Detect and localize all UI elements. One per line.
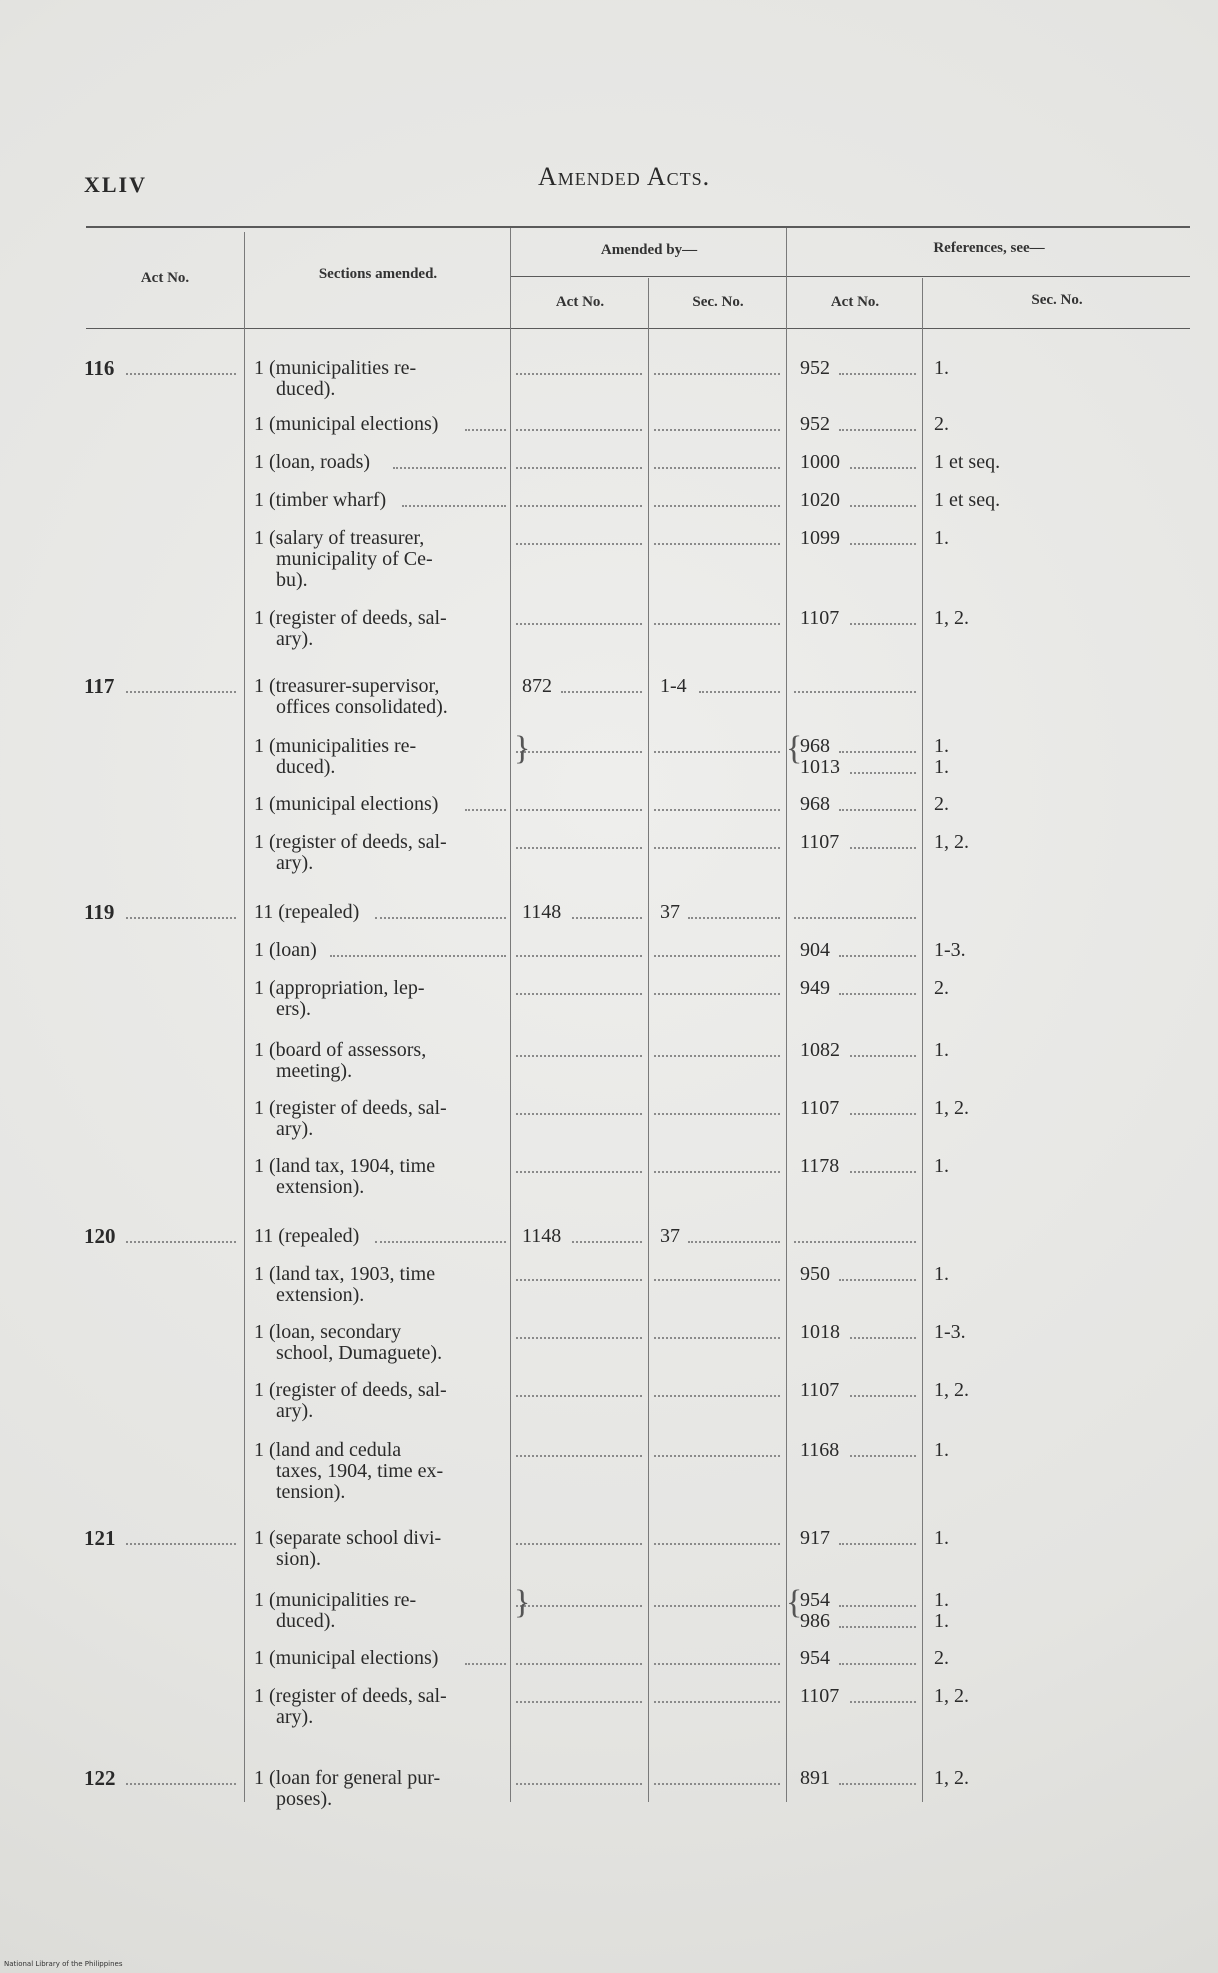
section-text-line: 1 (municipalities re- (254, 735, 417, 757)
dot-leader (654, 373, 780, 375)
dot-leader (516, 429, 642, 431)
sections-amended (254, 940, 486, 961)
reference-act-no: 952 (800, 357, 830, 379)
reference-act-no: 954 (800, 1589, 830, 1611)
sections-amended (254, 676, 486, 718)
dot-leader (516, 1701, 642, 1703)
act-number: 119 (84, 900, 115, 924)
dot-leader (839, 429, 916, 431)
sections-amended (254, 1098, 486, 1140)
dot-leader (465, 1663, 506, 1665)
section-text-line: 1 (register of deeds, sal- (254, 1379, 447, 1401)
amended-sec-no: 37 (660, 1225, 680, 1247)
dot-leader (839, 1783, 916, 1785)
sections-amended (254, 1648, 486, 1669)
dot-leader (654, 1055, 780, 1057)
sections-amended (254, 1156, 486, 1198)
sections-amended (254, 1226, 486, 1247)
reference-act-no: 952 (800, 413, 830, 435)
page-title: Amended Acts. (538, 162, 711, 191)
dot-leader (516, 1279, 642, 1281)
reference-act-no: 950 (800, 1263, 830, 1285)
section-text-line: 11 (repealed) (254, 1225, 360, 1247)
dot-leader (850, 1455, 916, 1457)
dot-leader (839, 1543, 916, 1545)
section-text-line: municipality of Ce- (276, 548, 433, 570)
reference-sec-no: 1 et seq. (934, 451, 1001, 473)
reference-sec-no: 1. (934, 527, 949, 549)
dot-leader (850, 467, 916, 469)
sections-amended (254, 1768, 486, 1810)
dot-leader (850, 1395, 916, 1397)
column-divider (786, 228, 787, 1802)
reference-act-no: 1013 (800, 756, 840, 778)
dot-leader (839, 955, 916, 957)
section-text-line: 1 (board of assessors, (254, 1039, 427, 1061)
dot-leader (839, 1663, 916, 1665)
dot-leader (393, 467, 506, 469)
dot-leader (850, 1055, 916, 1057)
page-number: XLIV (84, 172, 148, 197)
act-number: 120 (84, 1224, 116, 1248)
dot-leader (794, 1241, 916, 1243)
sections-amended (254, 528, 486, 591)
dot-leader (654, 467, 780, 469)
dot-leader (516, 543, 642, 545)
dot-leader (375, 1241, 506, 1243)
dot-leader (126, 1543, 236, 1545)
reference-act-no: 1018 (800, 1321, 840, 1343)
reference-sec-no: 1, 2. (934, 1097, 969, 1119)
reference-sec-no: 2. (934, 977, 949, 999)
reference-act-no: 1168 (800, 1439, 840, 1461)
amended-sec-no: 37 (660, 901, 680, 923)
sections-amended (254, 1590, 486, 1632)
dot-leader (516, 1455, 642, 1457)
dot-leader (516, 847, 642, 849)
dot-leader (654, 623, 780, 625)
dot-leader (654, 993, 780, 995)
act-number: 117 (84, 674, 115, 698)
reference-sec-no: 2. (934, 793, 949, 815)
dot-leader (375, 917, 506, 919)
section-text-line: sion). (276, 1548, 321, 1570)
dot-leader (516, 1171, 642, 1173)
sections-amended (254, 414, 486, 435)
dot-leader (561, 691, 642, 693)
dot-leader (654, 543, 780, 545)
brace-mark: { (786, 730, 803, 767)
dot-leader (654, 1663, 780, 1665)
dot-leader (699, 691, 780, 693)
reference-act-no: 1082 (800, 1039, 840, 1061)
dot-leader (654, 1701, 780, 1703)
reference-act-no: 986 (800, 1610, 830, 1632)
reference-act-no: 1107 (800, 1685, 840, 1707)
header-references: References, see— (933, 240, 1045, 256)
dot-leader (516, 1783, 642, 1785)
reference-act-no: 1107 (800, 1097, 840, 1119)
dot-leader (516, 1395, 642, 1397)
dot-leader (516, 1113, 642, 1115)
dot-leader (839, 993, 916, 995)
brace-mark: { (786, 1584, 803, 1621)
sections-amended (254, 1686, 486, 1728)
reference-sec-no: 1. (934, 756, 949, 778)
dot-leader (654, 1171, 780, 1173)
section-text-line: 1 (loan) (254, 939, 317, 961)
section-text-line: 1 (loan, roads) (254, 451, 371, 473)
reference-act-no: 1107 (800, 831, 840, 853)
section-text-line: 1 (timber wharf) (254, 489, 387, 511)
dot-leader (654, 847, 780, 849)
column-divider (510, 228, 511, 1802)
dot-leader (126, 1241, 236, 1243)
section-text-line: taxes, 1904, time ex- (276, 1460, 444, 1482)
act-number: 122 (84, 1766, 116, 1790)
dot-leader (839, 751, 916, 753)
reference-sec-no: 1, 2. (934, 1767, 969, 1789)
reference-act-no: 891 (800, 1767, 830, 1789)
reference-act-no: 917 (800, 1527, 830, 1549)
header-amended-by: Amended by— (600, 242, 698, 258)
reference-sec-no: 1. (934, 1610, 949, 1632)
sections-amended (254, 832, 486, 874)
reference-sec-no: 1, 2. (934, 1379, 969, 1401)
column-divider (922, 278, 923, 1802)
dot-leader (688, 917, 780, 919)
sections-amended (254, 978, 486, 1020)
dot-leader (850, 1701, 916, 1703)
dot-leader (516, 809, 642, 811)
dot-leader (126, 691, 236, 693)
amended-by-rule (510, 276, 1190, 277)
reference-sec-no: 1, 2. (934, 831, 969, 853)
section-text-line: school, Dumaguete). (276, 1342, 443, 1364)
section-text-line: ary). (276, 628, 314, 650)
dot-leader (839, 809, 916, 811)
amended-act-no: 872 (522, 675, 552, 697)
section-text-line: 1 (municipalities re- (254, 357, 417, 379)
reference-sec-no: 1. (934, 1039, 949, 1061)
section-text-line: 1 (appropriation, lep- (254, 977, 425, 999)
dot-leader (839, 373, 916, 375)
dot-leader (794, 917, 916, 919)
section-text-line: 1 (register of deeds, sal- (254, 607, 447, 629)
reference-sec-no: 1, 2. (934, 607, 969, 629)
section-text-line: 11 (repealed) (254, 901, 360, 923)
section-text-line: duced). (276, 1610, 336, 1632)
reference-sec-no: 1-3. (934, 1321, 966, 1343)
header-sections-amended: Sections amended. (318, 266, 438, 282)
dot-leader (516, 1055, 642, 1057)
dot-leader (402, 505, 506, 507)
section-text-line: 1 (municipalities re- (254, 1589, 417, 1611)
reference-sec-no: 2. (934, 413, 949, 435)
header-amended-act-no: Act No. (555, 294, 605, 310)
header-amended-sec-no: Sec. No. (692, 294, 744, 310)
reference-sec-no: 1. (934, 1155, 949, 1177)
reference-sec-no: 1 et seq. (934, 489, 1001, 511)
sections-amended (254, 1040, 486, 1082)
reference-act-no: 1020 (800, 489, 840, 511)
section-text-line: 1 (municipal elections) (254, 413, 439, 435)
sections-amended (254, 1380, 486, 1422)
reference-sec-no: 1. (934, 1263, 949, 1285)
sections-amended (254, 902, 486, 923)
amended-sec-no: 1-4 (660, 675, 687, 697)
dot-leader (850, 623, 916, 625)
dot-leader (516, 467, 642, 469)
reference-act-no: 1178 (800, 1155, 840, 1177)
column-divider (244, 232, 245, 1802)
section-text-line: ary). (276, 1706, 314, 1728)
sections-amended (254, 1528, 486, 1570)
sections-amended (254, 358, 486, 400)
act-number: 121 (84, 1526, 116, 1550)
reference-sec-no: 1, 2. (934, 1685, 969, 1707)
dot-leader (330, 955, 506, 957)
dot-leader (794, 691, 916, 693)
section-text-line: meeting). (276, 1060, 353, 1082)
dot-leader (654, 1455, 780, 1457)
dot-leader (572, 1241, 642, 1243)
dot-leader (654, 1605, 780, 1607)
dot-leader (654, 1113, 780, 1115)
section-text-line: 1 (register of deeds, sal- (254, 831, 447, 853)
reference-act-no: 1107 (800, 1379, 840, 1401)
dot-leader (850, 1113, 916, 1115)
dot-leader (839, 1626, 916, 1628)
dot-leader (465, 809, 506, 811)
section-text-line: 1 (treasurer-supervisor, (254, 675, 440, 697)
dot-leader (839, 1279, 916, 1281)
sections-amended (254, 490, 486, 511)
section-text-line: 1 (municipal elections) (254, 1647, 439, 1669)
section-text-line: offices consolidated). (276, 696, 448, 718)
reference-act-no: 904 (800, 939, 830, 961)
dot-leader (516, 1543, 642, 1545)
reference-act-no: 968 (800, 793, 830, 815)
dot-leader (516, 1663, 642, 1665)
dot-leader (516, 1605, 642, 1607)
header-ref-act-no: Act No. (830, 294, 880, 310)
sections-amended (254, 1264, 486, 1306)
dot-leader (126, 1783, 236, 1785)
section-text-line: tension). (276, 1481, 346, 1503)
section-text-line: 1 (land tax, 1904, time (254, 1155, 436, 1177)
column-divider (648, 278, 649, 1802)
reference-act-no: 949 (800, 977, 830, 999)
dot-leader (850, 543, 916, 545)
section-text-line: 1 (municipal elections) (254, 793, 439, 815)
dot-leader (126, 917, 236, 919)
dot-leader (572, 917, 642, 919)
dot-leader (850, 1171, 916, 1173)
section-text-line: extension). (276, 1284, 365, 1306)
section-text-line: 1 (loan, secondary (254, 1321, 402, 1343)
section-text-line: ary). (276, 852, 314, 874)
footer-credit: National Library of the Philippines (4, 1960, 123, 1968)
section-text-line: 1 (land tax, 1903, time (254, 1263, 436, 1285)
sections-amended (254, 608, 486, 650)
header-bottom-rule (86, 328, 1190, 329)
reference-act-no: 1107 (800, 607, 840, 629)
dot-leader (516, 955, 642, 957)
header-ref-sec-no: Sec. No. (1031, 292, 1083, 308)
section-text-line: 1 (land and cedula (254, 1439, 402, 1461)
dot-leader (850, 772, 916, 774)
amended-act-no: 1148 (522, 1225, 562, 1247)
reference-sec-no: 1. (934, 1589, 949, 1611)
dot-leader (850, 847, 916, 849)
table-top-rule (86, 226, 1190, 228)
sections-amended (254, 794, 486, 815)
section-text-line: ary). (276, 1118, 314, 1140)
section-text-line: ers). (276, 998, 311, 1020)
section-text-line: bu). (276, 569, 308, 591)
dot-leader (654, 1337, 780, 1339)
brace-mark: } (514, 1584, 531, 1621)
section-text-line: 1 (salary of treasurer, (254, 527, 425, 549)
reference-sec-no: 1. (934, 735, 949, 757)
dot-leader (516, 623, 642, 625)
reference-act-no: 1000 (800, 451, 840, 473)
dot-leader (654, 429, 780, 431)
dot-leader (126, 373, 236, 375)
reference-sec-no: 2. (934, 1647, 949, 1669)
section-text-line: duced). (276, 756, 336, 778)
dot-leader (654, 1543, 780, 1545)
reference-act-no: 954 (800, 1647, 830, 1669)
reference-sec-no: 1. (934, 357, 949, 379)
sections-amended (254, 1440, 486, 1503)
reference-act-no: 968 (800, 735, 830, 757)
sections-amended (254, 736, 486, 778)
section-text-line: ary). (276, 1400, 314, 1422)
dot-leader (516, 751, 642, 753)
dot-leader (654, 1279, 780, 1281)
dot-leader (516, 373, 642, 375)
dot-leader (654, 1395, 780, 1397)
dot-leader (850, 505, 916, 507)
section-text-line: duced). (276, 378, 336, 400)
act-number: 116 (84, 356, 115, 380)
sections-amended (254, 1322, 486, 1364)
dot-leader (654, 505, 780, 507)
section-text-line: 1 (register of deeds, sal- (254, 1097, 447, 1119)
dot-leader (654, 1783, 780, 1785)
reference-sec-no: 1-3. (934, 939, 966, 961)
section-text-line: 1 (loan for general pur- (254, 1767, 441, 1789)
section-text-line: 1 (register of deeds, sal- (254, 1685, 447, 1707)
reference-act-no: 1099 (800, 527, 840, 549)
dot-leader (654, 809, 780, 811)
dot-leader (839, 1605, 916, 1607)
dot-leader (516, 1337, 642, 1339)
dot-leader (516, 993, 642, 995)
brace-mark: } (514, 730, 531, 767)
reference-sec-no: 1. (934, 1527, 949, 1549)
dot-leader (654, 751, 780, 753)
amended-act-no: 1148 (522, 901, 562, 923)
dot-leader (516, 505, 642, 507)
reference-sec-no: 1. (934, 1439, 949, 1461)
section-text-line: 1 (separate school divi- (254, 1527, 442, 1549)
dot-leader (688, 1241, 780, 1243)
dot-leader (850, 1337, 916, 1339)
section-text-line: extension). (276, 1176, 365, 1198)
section-text-line: poses). (276, 1788, 333, 1810)
header-act-no: Act No. (140, 270, 190, 286)
dot-leader (465, 429, 506, 431)
sections-amended (254, 452, 486, 473)
dot-leader (654, 955, 780, 957)
